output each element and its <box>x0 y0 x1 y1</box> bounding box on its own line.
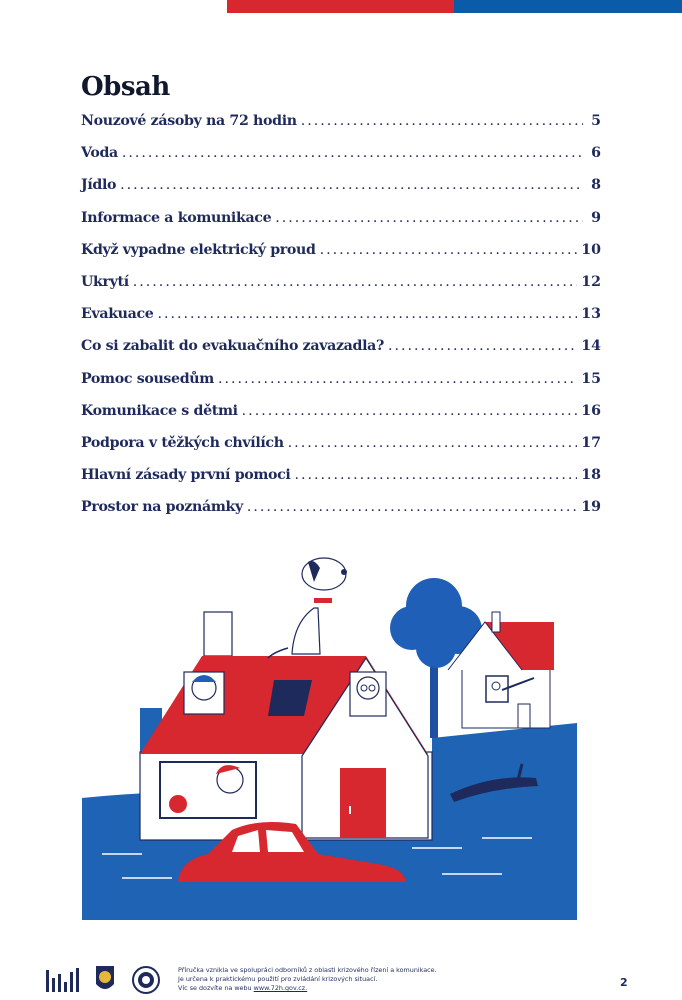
toc-entry-informace[interactable] <box>81 210 601 242</box>
toc-leader-dots <box>157 306 577 322</box>
toc-entry-label: Informace a komunikace <box>81 209 272 226</box>
toc-leader-dots <box>294 467 577 483</box>
toc-entry-label: Ukrytí <box>81 273 129 290</box>
toc-entry-label: Evakuace <box>81 306 154 323</box>
top-accent-bar-red <box>227 0 454 13</box>
toc-leader-dots <box>120 177 583 193</box>
72h-logo-icon <box>46 968 79 992</box>
toc-entry-label: Nouzové zásoby na 72 hodin <box>81 113 297 129</box>
toc-entry-page: 14 <box>581 338 601 355</box>
toc-entry-label: Pomoc sousedům <box>81 370 214 387</box>
ministry-seal-icon <box>133 967 159 993</box>
toc-entry-label: Když vypadne elektrický proud <box>81 241 316 258</box>
toc-entry-page: 5 <box>591 113 601 129</box>
toc-leader-dots <box>288 435 578 451</box>
toc-entry-evakuace[interactable] <box>81 306 601 338</box>
toc-entry-pomoc-sousedum[interactable] <box>81 371 601 403</box>
toc-entry-poznamky[interactable] <box>81 499 601 531</box>
toc-entry-label: Komunikace s dětmi <box>81 402 238 419</box>
toc-entry-prvni-pomoc[interactable] <box>81 467 601 499</box>
page-number: 2 <box>620 976 628 989</box>
toc-entry-label: Prostor na poznámky <box>81 499 243 516</box>
toc-entry-page: 18 <box>581 467 601 484</box>
fire-rescue-emblem-icon <box>96 966 114 989</box>
toc-entry-page: 15 <box>581 370 601 387</box>
toc-entry-page: 9 <box>591 209 601 226</box>
toc-leader-dots <box>320 242 578 258</box>
footer-line: Je určena k praktickému použití pro zvládání krizových situací. <box>178 975 378 983</box>
toc-entry-page: 17 <box>581 434 601 451</box>
toc-entry-label: Podpora v těžkých chvílích <box>81 434 284 451</box>
toc-entry-label: Voda <box>81 145 118 162</box>
toc-entry-page: 12 <box>581 273 601 290</box>
toc-entry-page: 8 <box>591 177 601 194</box>
toc-entry-page: 10 <box>581 241 601 258</box>
toc-leader-dots <box>122 145 583 161</box>
footer-note <box>178 966 508 993</box>
toc-entry-jidlo[interactable] <box>81 177 601 209</box>
toc-entry-label: Jídlo <box>81 177 117 194</box>
toc-leader-dots <box>301 113 583 129</box>
toc-entry-page: 13 <box>581 306 601 323</box>
toc-entry-nouzove-zasoby[interactable] <box>81 113 601 145</box>
toc-leader-dots <box>275 210 583 226</box>
toc-leader-dots <box>242 403 578 419</box>
toc-leader-dots <box>388 338 577 354</box>
page-title: Obsah <box>81 72 170 102</box>
footer-logos <box>44 962 169 998</box>
toc-leader-dots <box>247 499 577 515</box>
toc-entry-podpora[interactable] <box>81 435 601 467</box>
top-accent-bar-blue <box>454 0 682 13</box>
toc-entry-evakuacni-zavazadlo[interactable] <box>81 338 601 370</box>
toc-entry-elektricky-proud[interactable] <box>81 242 601 274</box>
toc-entry-page: 19 <box>581 499 601 516</box>
toc-entry-label: Co si zabalit do evakuačního zavazadla? <box>81 338 384 355</box>
toc-entry-page: 6 <box>591 145 601 162</box>
dog-icon <box>268 558 347 658</box>
table-of-contents <box>81 113 601 531</box>
footer-line: Víc se dozvíte na webu www.72h.gov.cz. <box>178 984 308 992</box>
flood-scene-illustration <box>82 548 582 928</box>
toc-entry-voda[interactable] <box>81 145 601 177</box>
toc-leader-dots <box>133 274 577 290</box>
toc-entry-label: Hlavní zásady první pomoci <box>81 467 291 484</box>
toc-entry-ukryti[interactable] <box>81 274 601 306</box>
toc-leader-dots <box>218 371 577 387</box>
toc-entry-komunikace-s-detmi[interactable] <box>81 403 601 435</box>
footer-line: Příručka vznikla ve spolupráci odborníků z oblasti krizového řízení a komunikace. <box>178 966 437 974</box>
main-house-icon <box>140 612 432 840</box>
website-link[interactable]: www.72h.gov.cz. <box>253 984 308 992</box>
toc-entry-page: 16 <box>581 402 601 419</box>
